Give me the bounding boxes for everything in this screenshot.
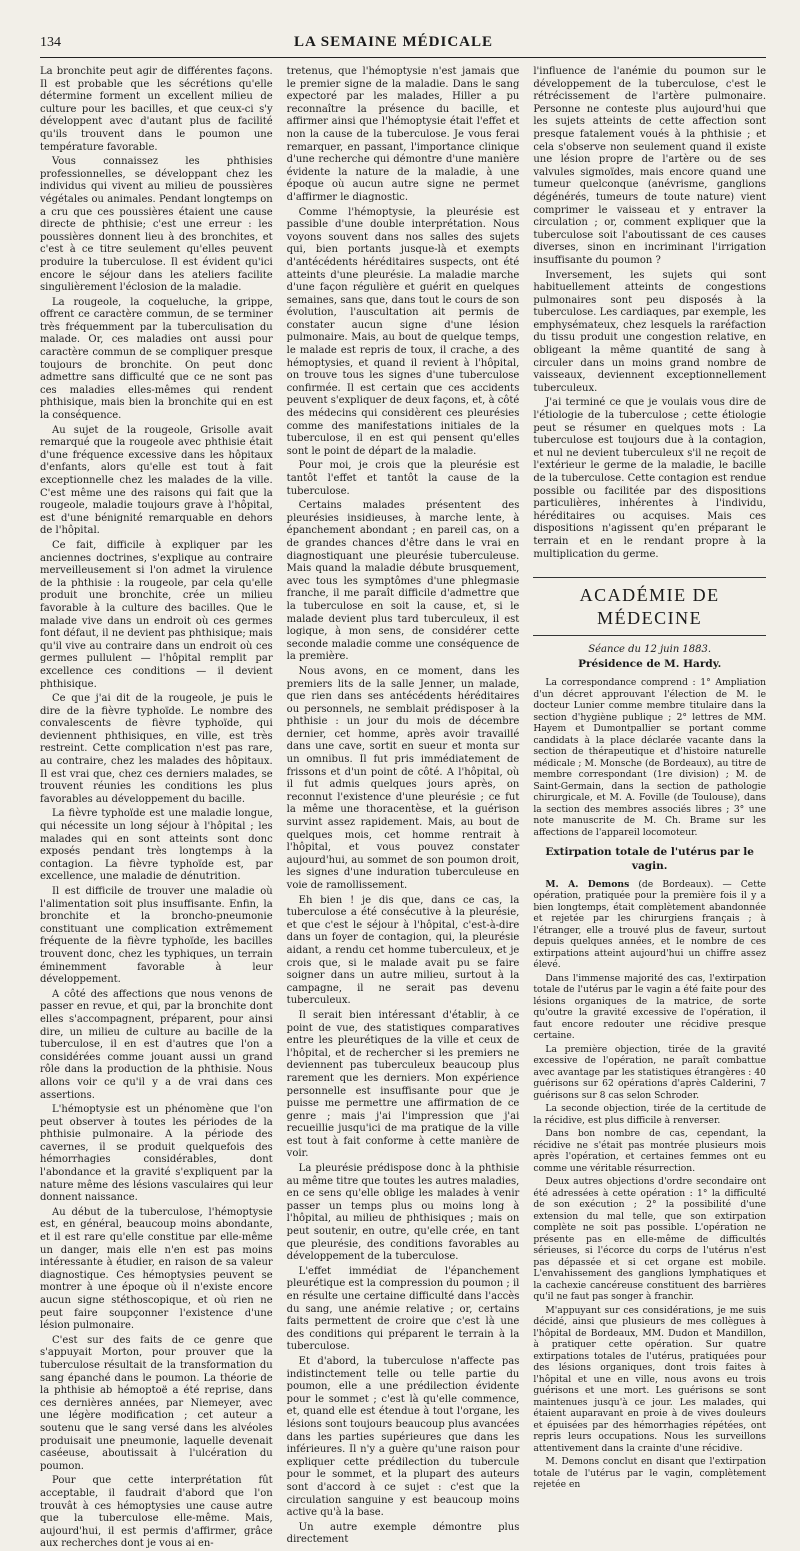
paragraph: La rougeole, la coqueluche, la grippe, offrent ce caractère commun, de se terminer très fréquemment par la tuberculisation du malade. Or, ces maladies ont aussi pour caractère commun de se compliquer presque toujours de bronchite. On peut donc admettre sans difficulté que ce ne sont pas ces maladies elles-mêmes qui rendent phthisique, mais bien la bronchite qui en est la conséquence. <box>40 296 273 422</box>
section-heading: Extirpation totale de l'utérus par le vagin. <box>545 846 754 872</box>
paragraph: Dans bon nombre de cas, cependant, la récidive ne s'était pas montrée plusieurs mois après l'opération, et certaines femmes ont eu comme une véritable résurrection. <box>533 1128 767 1174</box>
paragraph: M'appuyant sur ces considérations, je me suis décidé, ainsi que plusieurs de mes collègues à l'hôpital de Bordeaux, MM. Dudon et Mandillon, à pratiquer cette opération. Sur quatre extirpations totales de l'utérus, pratiquées pour des lésions organiques, dont trois faites à l'hôpital et une en ville, nous avons eu trois guérisons et une mort. Les guérisons se sont maintenues jusqu'à ce jour. Les malades, qui étaient auparavant en proie à de vives douleurs et épuisées par des hémorrhagies répétées, ont repris leurs occupations. Nous les surveillons attentivement dans la crainte d'une récidive. <box>533 1304 767 1454</box>
paragraph: La bronchite peut agir de différentes façons. Il est probable que les sécrétions qu'elle détermine forment un excellent milieu de culture pour les bacilles, et que ceux-ci s'y développent avec d'autant plus de facilité qu'ils trouvent dans le poumon une température favorable. <box>40 66 273 153</box>
paragraph: La première objection, tirée de la gravité excessive de l'opération, ne paraît combattue avec avantage par les statistiques étrangères : 40 guérisons sur 62 opérations d'après Calderini, 7 guérisons sur 8 cas selon Schroder. <box>533 1043 767 1101</box>
paragraph: Certains malades présentent des pleurésies insidieuses, à marche lente, à épanchement abondant ; en pareil cas, on a de grandes chances d'être dans le vrai en diagnostiquant une pleurésie tuberculeuse. Mais quand la maladie débute brusquement, avec tous les symptômes d'une phlegmasie franche, il me paraît difficile d'admettre que la tuberculose en soit la cause, et, si le malade devient plus tard tuberculeux, il est logique, à mon sens, de considérer cette seconde maladie comme une conséquence de la première. <box>286 500 520 663</box>
journal-title: LA SEMAINE MÉDICALE <box>293 34 494 50</box>
paragraph: La fièvre typhoïde est une maladie longue, qui nécessite un long séjour à l'hôpital ; les malades qui en sont atteints sont donc exposés pendant très longtemps à la contagion. La fièvre typhoïde est, par excellence, une maladie de dénutrition. <box>40 808 273 883</box>
paragraph: Pour moi, je crois que la pleurésie est tantôt l'effet et tantôt la cause de la tuberculose. <box>286 460 520 497</box>
paragraph: A côté des affections que nous venons de passer en revue, et qui, par la bronchite dont elles s'accompagnent, préparent, pour ainsi dire, un milieu de culture au bacille de la tuberculose, il en est d'autres que l'on a considérées comme jouant aussi un grand rôle dans la production de la phthisie. Nous allons voir ce qu'il y a de vrai dans ces assertions. <box>40 988 273 1101</box>
paragraph: L'hémoptysie est un phénomène que l'on peut observer à toutes les périodes de la phthisie pulmonaire. A la période des cavernes, il se produit quelquefois des hémorrhagies considérables, dont l'abondance et la gravité s'expliquent par la nature même des lésions vasculaires qui leur donnent naissance. <box>40 1104 273 1204</box>
paragraph: Dans l'immense majorité des cas, l'extirpation totale de l'utérus par le vagin a été faite pour des lésions organiques de la matrice, de sorte qu'outre la gravité excessive de l'opération, il faut encore redouter une récidive presque certaine. <box>533 972 767 1042</box>
text-columns <box>40 66 767 1550</box>
paragraph: Ce fait, difficile à expliquer par les anciennes doctrines, s'explique au contraire merveilleusement si l'on admet la virulence de la phthisie : la rougeole, par cela qu'elle produit une bronchite, crée un milieu favorable à la culture des bacilles. Que le malade vive dans un endroit où ces germes font défaut, il ne devient pas phthisique; mais qu'il vive au contraire dans un endroit où ces germes pullulent — l'hôpital remplit par excellence ces conditions — il devient phthisique. <box>40 539 273 690</box>
paragraph: C'est sur des faits de ce genre que s'appuyait Morton, pour prouver que la tuberculose résultait de la transformation du sang épanché dans le poumon. La théorie de la phthisie ab hémoptoë a été reprise, dans ces dernières années, par Niemeyer, avec une légère modification ; cet auteur a soutenu que le sang versé dans les alvéoles produisait une pneumonie, laquelle devenait caséeuse, aboutissait à l'ulcération du poumon. <box>40 1334 273 1472</box>
paragraph: Au sujet de la rougeole, Grisolle avait remarqué que la rougeole avec phthisie était d'une fréquence excessive dans les hôpitaux d'enfants, alors qu'elle est tout à fait exceptionnelle chez les malades de la ville. C'est même une des raisons qui fait que la rougeole, maladie toujours grave à l'hôpital, est d'une bénignité remarquable en dehors de l'hôpital. <box>40 424 273 537</box>
presidence: Présidence de M. Hardy. <box>578 658 722 671</box>
paragraph: Un autre exemple démontre plus directement <box>286 1521 520 1546</box>
author-name: M. A. Demons <box>545 878 630 890</box>
paragraph: Vous connaissez les phthisies professionnelles, se développant chez les individus qui vivent au milieu de poussières végétales ou animales. Pendant longtemps on a cru que ces poussières étaient une cause directe de phthisie; c'est une erreur : les poussières donnent lieu à des bronchites, et c'est à ce titre seulement qu'elles peuvent produire la tuberculose. Il est évident qu'ici encore le séjour dans les ateliers facilite singulièrement l'éclosion de la maladie. <box>40 156 273 294</box>
paragraph: La pleurésie prédispose donc à la phthisie au même titre que toutes les autres maladies, en ce sens qu'elle oblige les malades à venir passer un temps plus ou moins long à l'hôpital, au milieu de phthisiques ; mais on peut soutenir, en outre, qu'elle crée, en tant que pleurésie, des conditions favorables au développement de la tuberculose. <box>286 1163 520 1263</box>
page-number: 134 <box>40 35 61 50</box>
column-left <box>40 66 273 1550</box>
paragraph: Inversement, les sujets qui sont habituellement atteints de congestions pulmonaires sont peu disposés à la tuberculose. Les cardiaques, par exemple, les emphysémateux, chez lesquels la raréfaction du tissu produit une congestion relative, en obligeant la même quantité de sang à circuler dans un moins grand nombre de vaisseaux, deviennent exceptionnellement tuberculeux. <box>533 269 767 394</box>
paragraph: Ce que j'ai dit de la rougeole, je puis le dire de la fièvre typhoïde. Le nombre des convalescents de fièvre typhoïde, qui deviennent phthisiques, en ville, est très restreint. Cette complication n'est pas rare, au contraire, chez les malades des hôpitaux. Il est vrai que, chez ces derniers malades, se trouvent réunies les conditions les plus favorables au développement du bacille. <box>40 693 273 805</box>
paragraph: Pour que cette interprétation fût acceptable, il faudrait d'abord que l'on trouvât à ces hémoptysies une cause autre que la tuberculose elle-même. Mais, aujourd'hui, il est permis d'affirmer, grâce aux recherches dont je vous ai en- <box>40 1475 273 1550</box>
paragraph: Et d'abord, la tuberculose n'affecte pas indistinctement telle ou telle partie du poumon, elle a une prédilection évidente pour le sommet ; c'est là qu'elle commence, et, quand elle est étendue à tout l'organe, les lésions sont toujours beaucoup plus avancées dans les parties supérieures que dans les inférieures. Il n'y a guère qu'une raison pour expliquer cette prédilection du tubercule pour le sommet, et la plupart des auteurs sont d'accord à ce sujet : c'est que la circulation sanguine y est beaucoup moins active qu'à la base. <box>286 1355 520 1519</box>
paragraph: L'effet immédiat de l'épanchement pleurétique est la compression du poumon ; il en résulte une certaine difficulté dans l'accès du sang, une anémie relative ; or, certains faits permettent de croire que c'est là une des conditions qui préparent le terrain à la tuberculose. <box>286 1265 520 1353</box>
paragraph: Au début de la tuberculose, l'hémoptysie est, en général, beaucoup moins abondante, et il est rare qu'elle constitue par elle-même un danger, mais elle n'en est pas moins intéressante à étudier, en raison de sa valeur diagnostique. Ces hémoptysies peuvent se montrer à une époque où il n'existe encore aucun signe stéthoscopique, et où rien ne peut faire soupçonner l'existence d'une lésion pulmonaire. <box>40 1206 273 1332</box>
paragraph: Il serait bien intéressant d'établir, à ce point de vue, des statistiques comparatives entre les pleurétiques de la ville et ceux de l'hôpital, et de rechercher si les premiers ne deviennent pas tuberculeux beaucoup plus rarement que les derniers. Mon expérience personnelle est insuffisante pour que je puisse me permettre une affirmation de ce genre ; mais j'ai l'impression que j'ai recueillie jusqu'ici de ma pratique de la ville est tout à fait conforme à cette manière de voir. <box>286 1009 520 1160</box>
page-header <box>40 34 766 58</box>
column-middle <box>286 66 520 1546</box>
paragraph: M. Demons conclut en disant que l'extirpation totale de l'utérus par le vagin, complètement rejetée en <box>533 1456 767 1491</box>
paragraph: (de Bordeaux). — Cette opération, pratiquée pour la première fois il y a bien longtemps, était complètement abandonnée et rejetée par les chirurgiens français ; à l'étranger, elle a trouvé plus de faveur, surtout depuis quelques années, et le nombre de ces extirpations atteint aujourd'hui un chiffre assez élevé. <box>533 878 767 971</box>
paragraph: tretenus, que l'hémoptysie n'est jamais que le premier signe de la maladie. Dans le sang expectoré par les malades, Hiller a pu reconnaître la présence du bacille, et affirmer ainsi que l'hémoptysie était l'effet et non la cause de la tuberculose. Je vous ferai remarquer, en passant, l'importance clinique d'une recherche qui démontre d'une manière évidente la nature de la maladie, à une époque où aucun autre signe ne permet d'affirmer le diagnostic. <box>286 66 520 203</box>
paragraph: J'ai terminé ce que je voulais vous dire de l'étiologie de la tuberculose ; cette étiologie peut se résumer en quelques mots : La tuberculose est toujours due à la contagion, et nul ne devient tuberculeux s'il ne reçoit de l'extérieur le germe de la maladie, le bacille de la tuberculose. Cette contagion est rendue possible ou facilitée par des dispositions particulières, inhérentes à l'individu, héréditaires ou acquises. Mais ces dispositions n'agissent qu'en préparant le terrain et en le rendant propre à la multiplication du germe. <box>533 397 767 560</box>
paragraph: Comme l'hémoptysie, la pleurésie est passible d'une double interprétation. Nous voyons souvent dans nos salles des sujets qui, bien portants jusque-là et exempts d'antécédents héréditaires suspects, ont été atteints d'une pleurésie. La maladie marche d'une façon régulière et guérit en quelques semaines, sans que, dans tout le cours de son évolution, l'auscultation ait permis de constater aucun signe d'une lésion pulmonaire. Mais, au bout de quelque temps, le malade est repris de toux, il crache, a des hémoptysies, et quand il revient à l'hôpital, on trouve tous les signes d'une tuberculose confirmée. Il est certain que ces accidents peuvent s'expliquer de deux façons, et, à côté des médecins qui considèrent ces pleurésies comme des manifestations initiales de la tuberculose, il en est qui pensent qu'elles sont le point de départ de la maladie. <box>286 206 520 457</box>
column-right <box>533 66 767 1491</box>
session-date: Séance du 12 juin 1883. <box>588 643 712 655</box>
correspondence-paragraph: La correspondance comprend : 1° Ampliation d'un décret approuvant l'élection de M. le docteur Lunier comme membre titulaire dans la section d'hygiène publique ; 2° lettres de MM. Hayem et Dumontpallier se portant comme candidats à la place déclarée vacante dans la section de thérapeutique et d'histoire naturelle médicale ; M. Monsche (de Bordeaux), au titre de membre correspondant (1re division) ; M. de Saint-Germain, dans la section de pathologie chirurgicale, et M. A. Foville (de Toulouse), dans la section des membres associés libres ; 3° une note manuscrite de M. Ch. Brame sur les affections de l'appareil locomoteur. <box>533 677 767 838</box>
paragraph: Nous avons, en ce moment, dans les premiers lits de la salle Jenner, un malade, que rien dans ses antécédents héréditaires ou personnels, ne semblait prédisposer à la phthisie : un jour du mois de décembre dernier, cet homme, après avoir travaillé dans une cave, sortit en sueur et monta sur un omnibus. Il fut pris immédiatement de frissons et d'un point de côté. A l'hôpital, où il fut admis quelques jours après, on reconnut l'existence d'une pleurésie ; ce fut la même une thoracentèse, et la guérison survint assez rapidement. Mais, au bout de quelques mois, cet homme rentrait à l'hôpital, et vous pouvez constater aujourd'hui, au sommet de son poumon droit, les signes d'une induration tuberculeuse en voie de ramollissement. <box>286 665 520 891</box>
paragraph: Il est difficile de trouver une maladie où l'alimentation soit plus insuffisante. Enfin, la bronchite et la broncho-pneumonie constituant une complication extrêmement fréquente de la fièvre typhoïde, les bacilles trouvent donc, chez les typhiques, un terrain éminemment favorable à leur développement. <box>40 886 273 986</box>
paragraph: Eh bien ! je dis que, dans ce cas, la tuberculose a été consécutive à la pleurésie, et que c'est le séjour à l'hôpital, c'est-à-dire dans un foyer de contagion, qui, la pleurésie aidant, a rendu cet homme tuberculeux, et je crois que, si le malade avait pu se faire soigner dans un autre milieu, surtout à la campagne, il ne serait pas devenu tuberculeux. <box>286 894 520 1007</box>
academy-section-title: ACADÉMIE DE MÉDECINE <box>533 577 766 635</box>
paragraph: l'influence de l'anémie du poumon sur le développement de la tuberculose, c'est le rétrécissement de l'artère pulmonaire. Personne ne conteste plus aujourd'hui que les sujets atteints de cette affection sont presque fatalement voués à la phthisie ; et cela s'observe non seulement quand il existe une lésion propre de l'artère ou de ses valvules sigmoïdes, mais encore quand une tumeur quelconque (anévrisme, ganglions dégénérés, tumeurs de toute nature) vient comprimer le vaisseau et y entraver la circulation ; or, comment expliquer que la tuberculose soit l'aboutissant de ces causes diverses, sinon en incriminant l'irrigation insuffisante du poumon ? <box>533 66 767 266</box>
paragraph: La seconde objection, tirée de la certitude de la récidive, est plus difficile à renverser. <box>533 1103 767 1126</box>
paragraph: Deux autres objections d'ordre secondaire ont été adressées à cette opération : 1° la difficulté de son exécution ; 2° la possibilité d'une extension du mal telle, que son extirpation complète ne soit pas possible. L'opération ne présente pas en elle-même de difficultés sérieuses, si l'écorce du corps de l'utérus n'est pas dépassée et si cet organe est mobile. L'envahissement des ganglions lymphatiques et la cachexie cancéreuse constituent des barrières qu'il ne faut pas songer à franchir. <box>533 1176 767 1303</box>
